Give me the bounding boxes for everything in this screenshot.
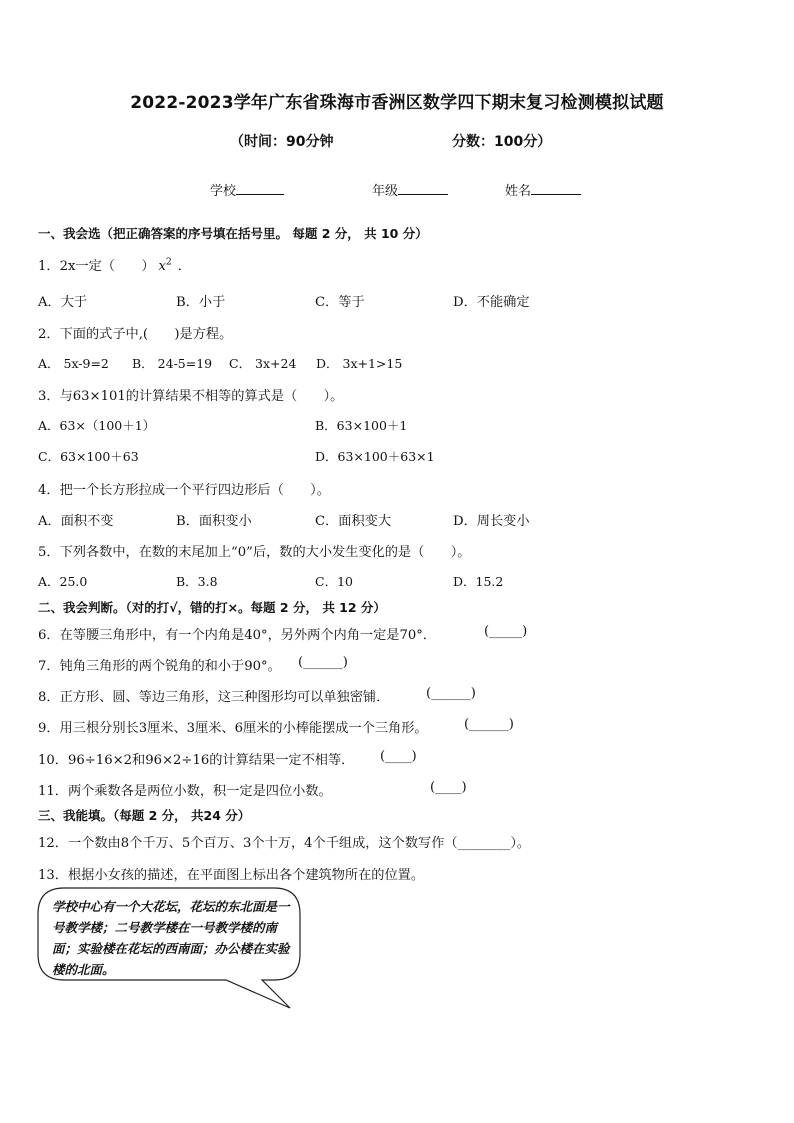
answer-blank[interactable]: (______) — [464, 717, 514, 732]
speech-bubble-text: 学校中心有一个大花坛，花坛的东北面是一号教学楼；二号教学楼在一号教学楼的南面；实验楼在花坛的西南面；办公楼在实验楼的北面。 — [52, 899, 290, 977]
question-stem: 2．下面的式子中,( )是方程。 — [38, 327, 233, 342]
option-b[interactable]: B．3.8 — [176, 574, 218, 589]
question-text: 8．正方形、圆、等边三角形，这三种图形均可以单独密铺． — [38, 690, 390, 705]
question-stem: 3．与63×101的计算结果不相等的算式是（ ）。 — [38, 389, 344, 404]
grade-blank[interactable] — [398, 181, 448, 195]
grade-label: 年级 — [372, 184, 399, 199]
option-b[interactable]: B．面积变小 — [176, 514, 252, 529]
exam-time: （时间：90分钟 — [230, 134, 334, 150]
question-text: 7．钝角三角形的两个锐角的和小于90°。 — [38, 659, 281, 674]
option-a[interactable]: A．25.0 — [38, 574, 88, 589]
question-text: 1．2x一定（ ） — [38, 259, 155, 274]
question-text: 6．在等腰三角形中，有一个内角是40°，另外两个内角一定是70°． — [38, 628, 437, 643]
question-stem — [38, 255, 191, 274]
option-a[interactable]: A． 5x-9=2 — [38, 356, 109, 371]
school-field — [210, 180, 284, 199]
question-text: 9．用三根分别长3厘米、3厘米、6厘米的小棒能摆成一个三角形。 — [38, 721, 428, 736]
answer-blank[interactable]: (_____) — [484, 624, 528, 639]
question-stem: 5．下列各数中，在数的末尾加上“0”后，数的大小发生变化的是（ ）。 — [38, 545, 471, 560]
option-d[interactable]: D．63×100＋63×1 — [315, 449, 435, 464]
option-c[interactable]: C．10 — [315, 574, 353, 589]
option-c[interactable]: C． 3x+24 — [229, 356, 297, 371]
question-text: 10．96÷16×2和96×2÷16的计算结果一定不相等． — [38, 753, 355, 768]
period: ． — [177, 259, 191, 274]
option-c[interactable]: C．面积变大 — [315, 514, 392, 529]
section-heading: 三、我能填。（每题 2 分， 共24 分） — [38, 808, 251, 823]
answer-blank[interactable]: (______) — [298, 655, 348, 670]
option-b[interactable]: B． 24-5=19 — [132, 356, 213, 371]
exam-score: 分数：100分） — [452, 134, 552, 150]
variable-x: x — [158, 259, 166, 274]
name-label: 姓名 — [505, 184, 532, 199]
option-c[interactable]: C．等于 — [315, 295, 365, 310]
school-label: 学校 — [210, 184, 237, 199]
option-c[interactable]: C．63×100＋63 — [38, 449, 139, 464]
option-a[interactable]: A．面积不变 — [38, 514, 114, 529]
section-heading: 一、我会选（把正确答案的序号填在括号里。 每题 2 分， 共 10 分） — [38, 226, 428, 241]
section-heading: 二、我会判断。（对的打√，错的打×。每题 2 分， 共 12 分） — [38, 600, 386, 615]
answer-blank[interactable]: (____) — [430, 780, 467, 795]
option-a[interactable]: A．大于 — [38, 295, 88, 310]
name-field — [505, 180, 581, 199]
option-a[interactable]: A．63×（100＋1） — [38, 418, 156, 433]
school-blank[interactable] — [236, 181, 284, 195]
option-d[interactable]: D．15.2 — [453, 574, 504, 589]
name-blank[interactable] — [531, 181, 581, 195]
grade-field — [372, 180, 448, 199]
question-text: 13．根据小女孩的描述，在平面图上标出各个建筑物所在的位置。 — [38, 868, 425, 883]
exponent: 2 — [165, 257, 172, 268]
option-d[interactable]: D．周长变小 — [453, 514, 530, 529]
answer-blank[interactable]: (____) — [380, 749, 417, 764]
page-title: 2022-2023学年广东省珠海市香洲区数学四下期末复习检测模拟试题 — [130, 93, 664, 113]
answer-blank[interactable]: (______) — [426, 686, 476, 701]
option-d[interactable]: D．不能确定 — [453, 295, 530, 310]
question-text: 11．两个乘数各是两位小数，积一定是四位小数。 — [38, 784, 332, 799]
option-b[interactable]: B．63×100＋1 — [315, 418, 408, 433]
option-d[interactable]: D． 3x+1>15 — [316, 356, 403, 371]
question-stem: 4．把一个长方形拉成一个平行四边形后（ ）。 — [38, 483, 330, 498]
question-text: 12．一个数由8个千万、5个百万、3个十万，4个千组成，这个数写作（________）。 — [38, 836, 531, 851]
option-b[interactable]: B．小于 — [176, 295, 226, 310]
